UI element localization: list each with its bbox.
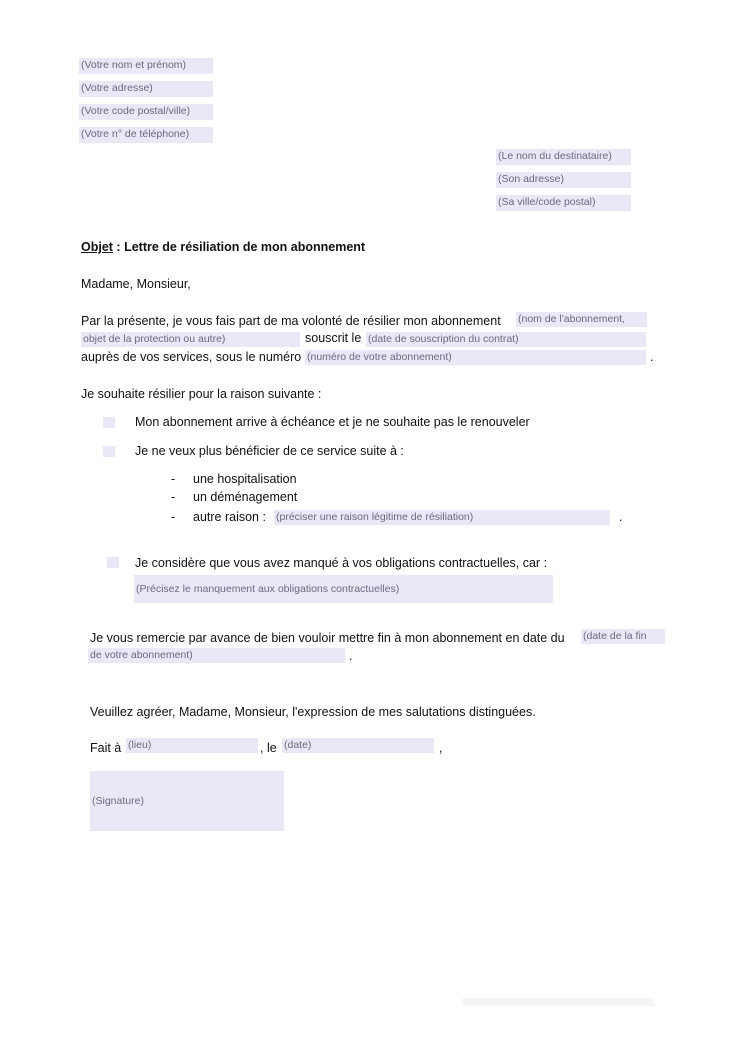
checkbox-breach[interactable] [107, 557, 119, 568]
recipient-city-field[interactable]: (Sa ville/code postal) [496, 195, 631, 211]
subscription-date-field[interactable]: (date de souscription du contrat) [366, 332, 646, 347]
date-field[interactable]: (date) [282, 738, 434, 753]
other-reason-field[interactable]: (préciser une raison légitime de résiliation) [274, 510, 610, 525]
sub-item-dash: - [171, 510, 176, 524]
subject-label: Objet [81, 240, 113, 254]
footer-strip [462, 998, 654, 1006]
sender-phone-field[interactable]: (Votre n° de téléphone) [79, 127, 213, 143]
sender-postal-city-field[interactable]: (Votre code postal/ville) [79, 104, 213, 120]
signature-field[interactable]: (Signature) [90, 771, 284, 831]
recipient-name-field[interactable]: (Le nom du destinataire) [496, 149, 631, 165]
subject-separator: : [112, 240, 125, 254]
checkbox-expiry[interactable] [103, 417, 115, 428]
closing-request-end: . [349, 649, 353, 663]
done-comma: , [439, 741, 443, 755]
sub-item-moving: un déménagement [193, 490, 298, 504]
subscription-number-field[interactable]: (numéro de votre abonnement) [305, 350, 646, 365]
regards: Veuillez agréer, Madame, Monsieur, l'expression de mes salutations distinguées. [90, 705, 536, 719]
recipient-address-field[interactable]: (Son adresse) [496, 172, 631, 188]
sender-name-field[interactable]: (Votre nom et prénom) [79, 58, 213, 74]
intro-line-3: auprès de vos services, sous le numéro [81, 350, 302, 364]
option-expiry-label: Mon abonnement arrive à échéance et je ne souhaite pas le renouveler [135, 415, 530, 429]
salutation: Madame, Monsieur, [81, 277, 191, 291]
other-reason-end: . [619, 510, 623, 524]
checkbox-no-longer[interactable] [103, 446, 115, 457]
subject-text: Lettre de résiliation de mon abonnement [124, 240, 366, 254]
subscription-name-field-2[interactable]: objet de la protection ou autre) [81, 332, 300, 347]
intro-end-period: . [650, 350, 654, 364]
sub-item-other: autre raison : [193, 510, 266, 524]
closing-request-text: Je vous remercie par avance de bien vouloir mettre fin à mon abonnement en date du [90, 631, 565, 645]
sub-item-dash: - [171, 472, 176, 486]
subscribed-on-label: souscrit le [305, 331, 362, 345]
subscription-name-field-1[interactable]: (nom de l'abonnement, [516, 312, 647, 327]
breach-field[interactable]: (Précisez le manquement aux obligations contractuelles) [134, 575, 553, 603]
done-at-label: Fait à [90, 741, 122, 755]
intro-line-1: Par la présente, je vous fais part de ma volonté de résilier mon abonnement [81, 314, 501, 328]
option-breach-label: Je considère que vous avez manqué à vos obligations contractuelles, car : [135, 556, 548, 570]
done-on-label: , le [260, 741, 277, 755]
reason-intro: Je souhaite résilier pour la raison suivante : [81, 387, 322, 401]
end-date-field-2[interactable]: de votre abonnement) [88, 648, 345, 663]
sub-item-dash: - [171, 490, 176, 504]
sub-item-hospitalisation: une hospitalisation [193, 472, 297, 486]
option-no-longer-label: Je ne veux plus bénéficier de ce service suite à : [135, 444, 404, 458]
end-date-field-1[interactable]: (date de la fin [581, 629, 665, 644]
sender-address-field[interactable]: (Votre adresse) [79, 81, 213, 97]
subject-line [81, 240, 365, 254]
place-field[interactable]: (lieu) [126, 738, 258, 753]
